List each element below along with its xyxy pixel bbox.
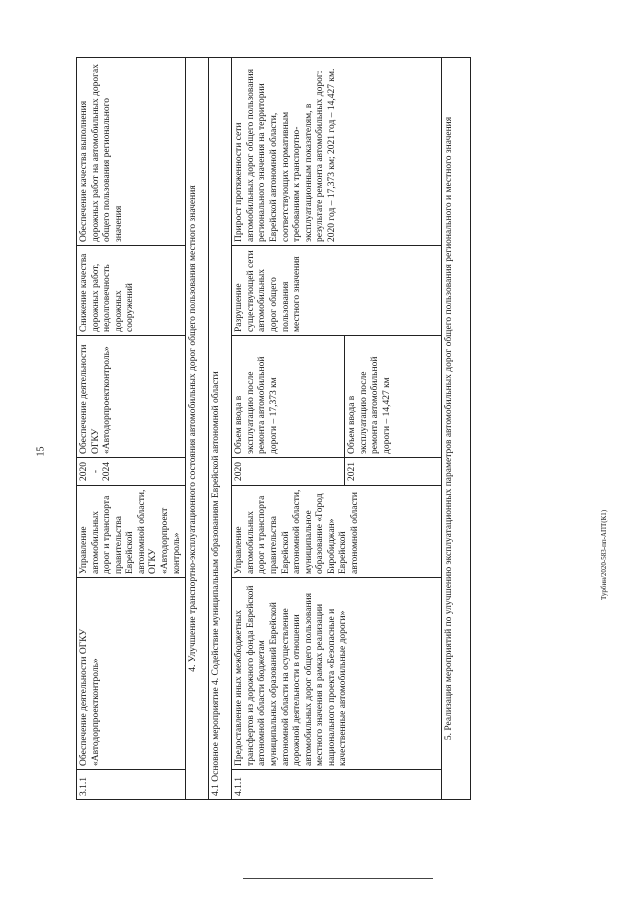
executor: Управление автомобильных дорог и транспорта правительства Еврейской автономной области, ОГКУ «Автодорпроект контроль»: [77, 486, 186, 578]
measures-table: [76, 57, 471, 800]
period: 2021: [345, 458, 442, 486]
expected-result: Объем ввода в эксплуатацию после ремонта автомобильной дороги – 17,373 км: [232, 336, 345, 458]
expected-result: Обеспечение деятельности ОГКУ «Автодорпроектконтроль»: [77, 336, 186, 458]
section-row: [442, 58, 471, 800]
section-heading: 4. Улучшение транспортно-эксплуатационного состояния автомобильных дорог общего пользования местного значения: [186, 58, 209, 800]
subsection-row: [209, 58, 232, 800]
main-measure-heading: 4.1 Основное мероприятие 4. Содействие муниципальным образованиям Еврейской автономной области: [209, 58, 232, 800]
expected-result: Объем ввода в эксплуатацию после ремонта автомобильной дороги – 14,427 км: [345, 336, 442, 458]
row-number: 3.1.1: [77, 770, 186, 800]
indicator-link: Прирост протяженности сети автомобильных дорог общего пользования регионального значения на территории Еврейской автономной области, соответствующих нормативным требованиям к транспортно-эксплуатационным показателям, в результате ремонта автомобильных дорог: 2020 год – 17,373 км; 2021 год – 14,427 км.: [232, 58, 442, 246]
footer-divider: [243, 878, 433, 879]
consequence: Разрушение существующей сети автомобильных дорог общего пользования местного значения: [232, 246, 442, 336]
measure-name: Предоставление иных межбюджетных трансфертов из дорожного фонда Еврейской автономной области бюджетам муниципальных образований Еврейской автономной области на осуществление дорожной деятельности в отношении автомобильных дорог общего пользования местного значения в рамках реализации национального проекта «Безопасные и качественные автомобильные дороги»: [232, 578, 442, 770]
period: 2020: [232, 458, 345, 486]
rotated-table-container: [76, 58, 544, 800]
table-row: [77, 58, 186, 800]
section-heading: 5. Реализация мероприятий по улучшению эксплуатационных параметров автомобильных дорог общего пользования регионального и местного значения: [442, 58, 471, 800]
measure-name: Обеспечение деятельности ОГКУ «Автодорпроектконтроль»: [77, 578, 186, 770]
indicator-link: Обеспечение качества выполнения дорожных работ на автомобильных дорогах общего пользования регионального значения: [77, 58, 186, 246]
executor: Управление автомобильных дорог и транспорта правительства Еврейской автономной области, муниципальное образование «Город Биробиджан» Еврейской автономной области: [232, 486, 442, 578]
footer-document-code: Турбин/2020-583-пп-АПТ(К1): [600, 509, 608, 600]
section-row: [186, 58, 209, 800]
consequence: Снижение качества дорожных работ, недолговечность дорожных сооружений: [77, 246, 186, 336]
row-number: 4.1.1: [232, 770, 442, 800]
page-number: 15: [35, 446, 47, 457]
period: 2020 - 2024: [77, 458, 186, 486]
table-row: [232, 58, 345, 800]
